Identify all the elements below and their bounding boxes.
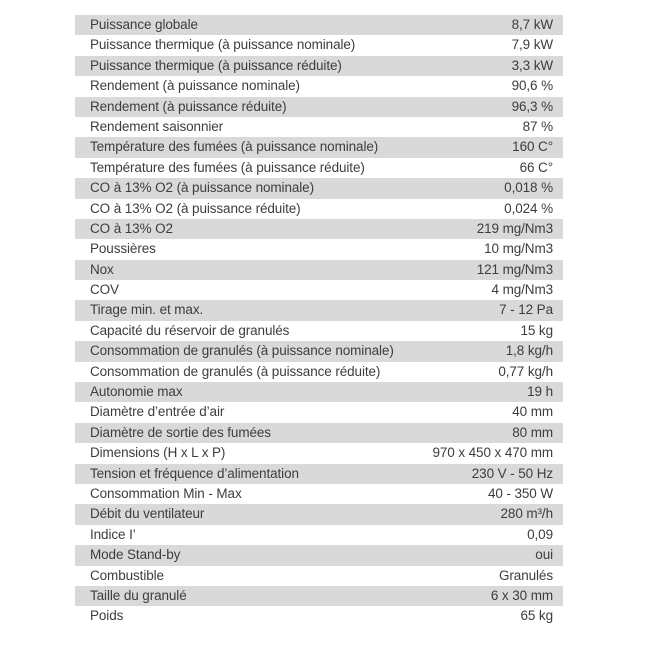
spec-label: Rendement (à puissance réduite) [90, 98, 287, 114]
spec-value: 0,09 [527, 526, 553, 542]
spec-value: 96,3 % [511, 98, 553, 114]
spec-value: Granulés [499, 567, 553, 583]
spec-value: 6 x 30 mm [490, 587, 553, 603]
table-row [75, 178, 563, 198]
spec-value: 219 mg/Nm3 [476, 220, 553, 236]
table-row [75, 423, 563, 443]
spec-value: 7 - 12 Pa [499, 302, 553, 318]
spec-value: 65 kg [520, 608, 553, 624]
table-row [75, 97, 563, 117]
table-row [75, 76, 563, 96]
spec-value: 7,9 kW [511, 37, 553, 53]
spec-value: oui [535, 547, 553, 563]
spec-label: Diamètre de sortie des fumées [90, 424, 271, 440]
spec-label: Tension et fréquence d’alimentation [90, 465, 299, 481]
spec-value: 40 mm [512, 404, 553, 420]
table-row [75, 443, 563, 463]
table-row [75, 362, 563, 382]
spec-value: 0,018 % [504, 180, 553, 196]
table-row [75, 239, 563, 259]
spec-label: CO à 13% O2 (à puissance réduite) [90, 200, 301, 216]
spec-label: Puissance thermique (à puissance réduite) [90, 57, 342, 73]
table-row [75, 341, 563, 361]
spec-value: 80 mm [512, 424, 553, 440]
spec-label: Nox [90, 261, 114, 277]
spec-label: Débit du ventilateur [90, 506, 205, 522]
spec-label: Mode Stand-by [90, 547, 181, 563]
spec-value: 970 x 450 x 470 mm [432, 445, 553, 461]
spec-value: 230 V - 50 Hz [471, 465, 553, 481]
table-row [75, 56, 563, 76]
table-row [75, 117, 563, 137]
spec-label: Température des fumées (à puissance réduite) [90, 159, 365, 175]
spec-label: Poussières [90, 241, 156, 257]
table-row [75, 260, 563, 280]
table-row [75, 15, 563, 35]
spec-value: 3,3 kW [511, 57, 553, 73]
spec-label: CO à 13% O2 (à puissance nominale) [90, 180, 314, 196]
spec-value: 4 mg/Nm3 [491, 282, 553, 298]
spec-value: 121 mg/Nm3 [476, 261, 553, 277]
spec-value: 66 C° [519, 159, 553, 175]
spec-value: 90,6 % [511, 78, 553, 94]
spec-label: Consommation Min - Max [90, 485, 242, 501]
table-row [75, 219, 563, 239]
table-row [75, 484, 563, 504]
table-row [75, 199, 563, 219]
spec-label: COV [90, 282, 119, 298]
table-row [75, 300, 563, 320]
table-row [75, 606, 563, 626]
table-row [75, 504, 563, 524]
spec-label: Puissance globale [90, 17, 198, 32]
table-row [75, 566, 563, 586]
table-row [75, 586, 563, 606]
spec-value: 8,7 kW [511, 17, 553, 32]
spec-value: 0,024 % [504, 200, 553, 216]
spec-value: 1,8 kg/h [505, 343, 553, 359]
spec-label: Puissance thermique (à puissance nominale) [90, 37, 356, 53]
spec-label: Température des fumées (à puissance nominale) [90, 139, 379, 155]
spec-label: Tirage min. et max. [90, 302, 204, 318]
table-row [75, 464, 563, 484]
spec-value: 19 h [527, 384, 553, 400]
spec-value: 160 C° [512, 139, 553, 155]
table-row [75, 35, 563, 55]
spec-label: Taille du granulé [90, 587, 187, 603]
table-row [75, 525, 563, 545]
spec-value: 15 kg [520, 322, 553, 338]
table-row [75, 158, 563, 178]
table-row [75, 321, 563, 341]
table-row [75, 280, 563, 300]
spec-label: Diamètre d’entrée d’air [90, 404, 225, 420]
table-row [75, 137, 563, 157]
spec-label: CO à 13% O2 [90, 220, 173, 236]
table-row [75, 402, 563, 422]
spec-value: 10 mg/Nm3 [484, 241, 553, 257]
spec-label: Consommation de granulés (à puissance nominale) [90, 343, 394, 359]
spec-label: Combustible [90, 567, 164, 583]
spec-label: Rendement (à puissance nominale) [90, 78, 300, 94]
table-row [75, 545, 563, 565]
spec-label: Poids [90, 608, 124, 624]
spec-label: Capacité du réservoir de granulés [90, 322, 290, 338]
spec-label: Dimensions (H x L x P) [90, 445, 226, 461]
spec-value: 0,77 kg/h [498, 363, 553, 379]
spec-label: Autonomie max [90, 384, 183, 400]
spec-label: Consommation de granulés (à puissance réduite) [90, 363, 381, 379]
table-row [75, 382, 563, 402]
spec-value: 87 % [522, 118, 553, 134]
spec-label: Rendement saisonnier [90, 118, 224, 134]
spec-value: 40 - 350 W [487, 485, 553, 501]
spec-label: Indice I’ [90, 526, 136, 542]
spec-value: 280 m³/h [500, 506, 553, 522]
spec-table [75, 15, 563, 627]
